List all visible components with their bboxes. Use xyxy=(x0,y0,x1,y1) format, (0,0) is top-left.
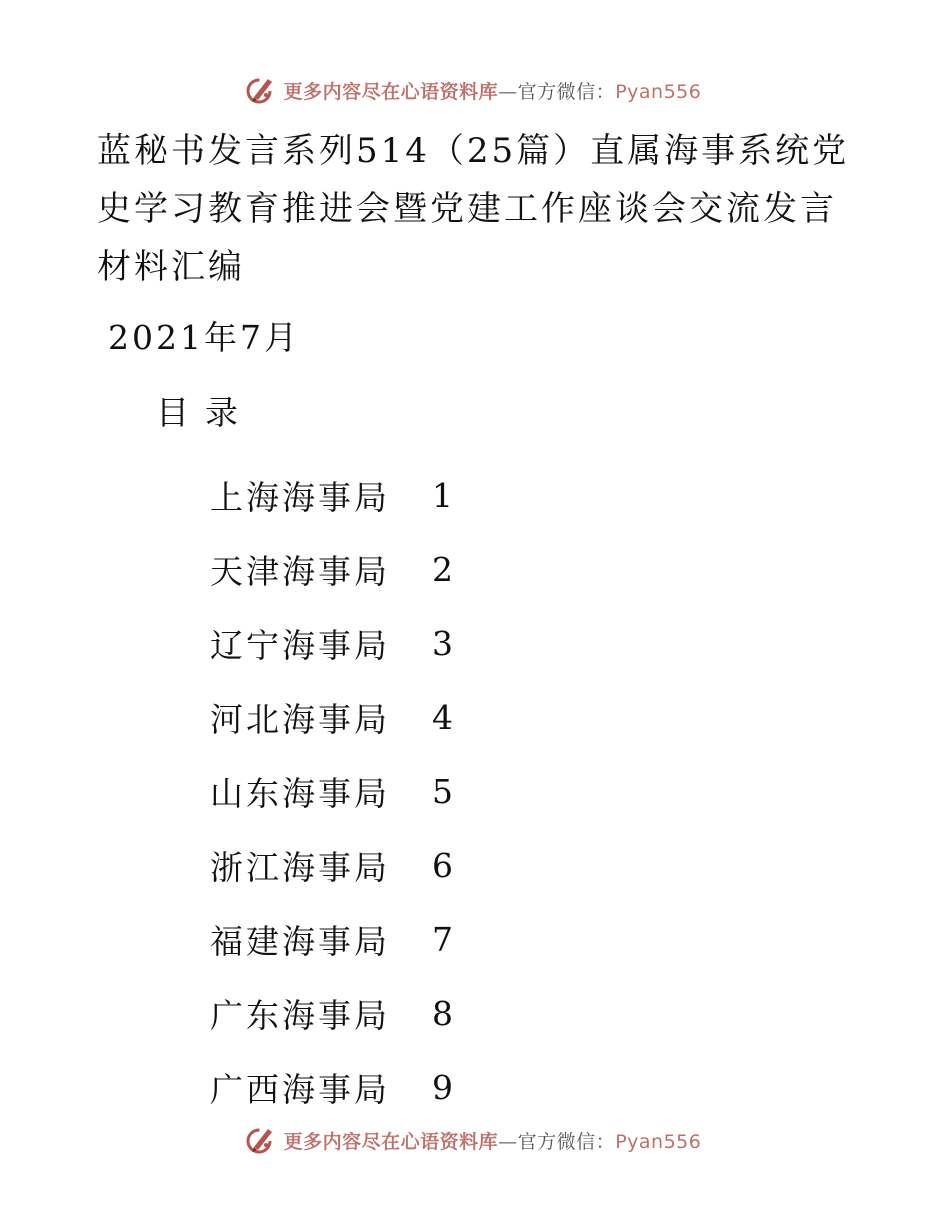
watermark-site-name: 更多内容尽在心语资料库 xyxy=(283,80,499,103)
toc-entry-page: 5 xyxy=(432,771,453,811)
watermark-banner-bottom xyxy=(0,1120,950,1160)
toc-entry[interactable] xyxy=(210,976,462,1050)
toc-entry-label: 天津海事局 xyxy=(210,551,390,591)
watermark-wechat-id: Pyan556 xyxy=(615,1130,702,1153)
watermark-text xyxy=(284,1127,702,1154)
toc-entry-page: 2 xyxy=(432,549,453,589)
toc-entry[interactable] xyxy=(210,680,462,754)
toc-entry-label: 山东海事局 xyxy=(210,773,390,813)
watermark-text xyxy=(284,77,702,104)
watermark-dash: — xyxy=(498,80,518,103)
toc-entry-page: 1 xyxy=(432,475,453,515)
toc-entry-label: 福建海事局 xyxy=(210,921,390,961)
document-date: 2021年7月 xyxy=(108,318,300,357)
toc-entry[interactable] xyxy=(210,532,462,606)
watermark-wechat-label: 官方微信： xyxy=(517,80,616,103)
toc-entry-label: 广西海事局 xyxy=(210,1069,390,1109)
toc-entry[interactable] xyxy=(210,606,462,680)
table-of-contents xyxy=(210,458,462,1124)
watermark-wechat-id: Pyan556 xyxy=(615,80,702,103)
pen-logo-icon xyxy=(244,73,278,107)
toc-entry[interactable] xyxy=(210,1050,462,1124)
toc-entry[interactable] xyxy=(210,828,462,902)
watermark-banner-top xyxy=(0,70,950,110)
toc-entry-label: 辽宁海事局 xyxy=(210,625,390,665)
document-title: 蓝秘书发言系列514（25篇）直属海事系统党史学习教育推进会暨党建工作座谈会交流发言材料汇编 xyxy=(97,131,850,287)
toc-entry[interactable] xyxy=(210,458,462,532)
toc-entry[interactable] xyxy=(210,754,462,828)
toc-entry-label: 河北海事局 xyxy=(210,699,390,739)
toc-heading: 目录 xyxy=(156,393,254,432)
toc-entry-page: 9 xyxy=(432,1067,453,1107)
toc-entry-label: 广东海事局 xyxy=(210,995,390,1035)
toc-entry-label: 浙江海事局 xyxy=(210,847,390,887)
toc-entry-label: 上海海事局 xyxy=(210,477,390,517)
toc-entry[interactable] xyxy=(210,902,462,976)
toc-entry-page: 6 xyxy=(432,845,453,885)
watermark-dash: — xyxy=(498,1130,518,1153)
watermark-wechat-label: 官方微信： xyxy=(517,1130,616,1153)
toc-entry-page: 4 xyxy=(432,697,453,737)
watermark-site-name: 更多内容尽在心语资料库 xyxy=(283,1130,499,1153)
pen-logo-icon xyxy=(244,1123,278,1157)
toc-entry-page: 3 xyxy=(432,623,453,663)
toc-entry-page: 7 xyxy=(432,919,453,959)
toc-entry-page: 8 xyxy=(432,993,453,1033)
